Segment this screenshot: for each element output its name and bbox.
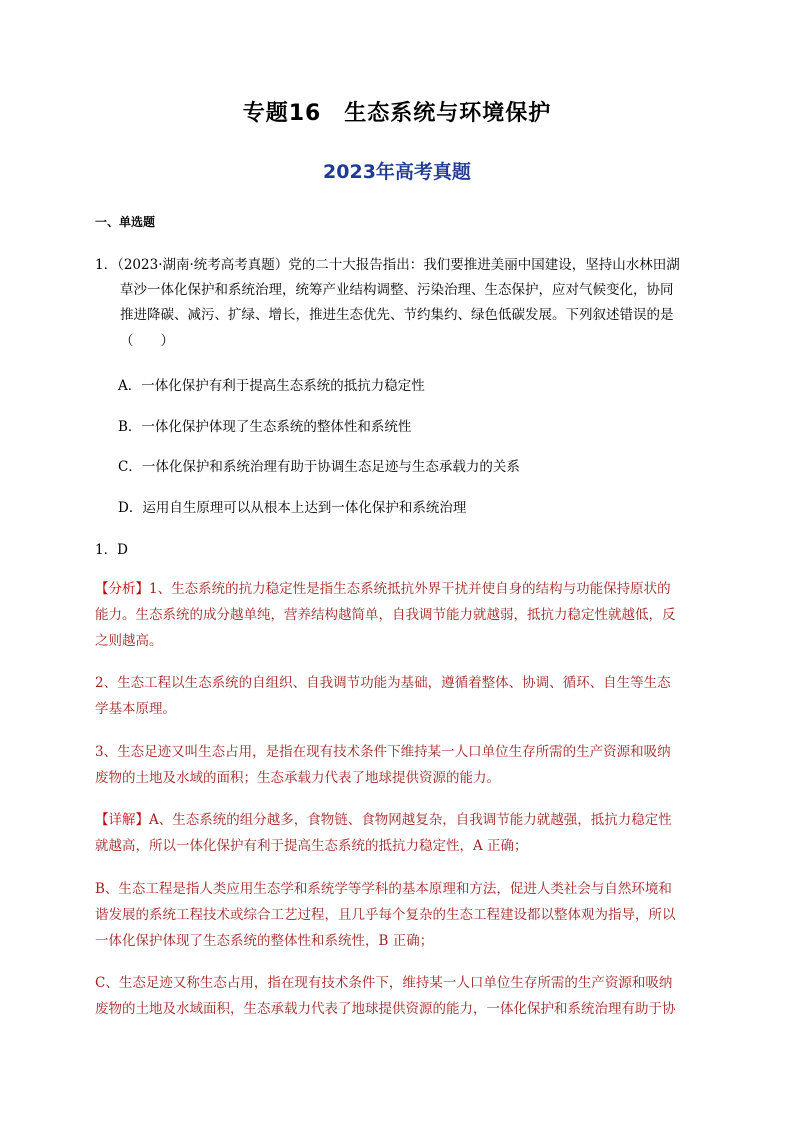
option-a: A．一体化保护有利于提高生态系统的抵抗力稳定性 (118, 378, 425, 394)
detail-line-1 (95, 808, 672, 828)
page-title: 专题16 生态系统与环境保护 (242, 101, 552, 126)
analysis-p2-l2: 学基本原理。 (95, 701, 176, 717)
question-line-3: 推进降碳、减污、扩绿、增长，推进生态优先、节约集约、绿色低碳发展。下列叙述错误的是 (120, 307, 674, 323)
analysis-p2-l1: 2、生态工程以生态系统的自组织、自我调节功能为基础，遵循着整体、协调、循环、自生等生态 (95, 675, 671, 691)
question-line-1: 1．（2023·湖南·统考高考真题）党的二十大报告指出：我们要推进美丽中国建设，坚持山水林田湖 (95, 257, 680, 273)
answer: 1．D (95, 542, 128, 558)
analysis-tag: 【分析】 (95, 581, 149, 597)
detail-tag: 【详解】 (95, 812, 149, 828)
analysis-line-1 (95, 577, 671, 597)
analysis-p3-l1: 3、生态足迹又叫生态占用，是指在现有技术条件下维持某一人口单位生存所需的生产资源和吸纳 (95, 744, 671, 760)
detail-b-l2: 谐发展的系统工程技术或综合工艺过程，且几乎每个复杂的生态工程建设都以整体观为指导，所以 (95, 907, 676, 923)
detail-c-l2: 废物的土地及水域面积，生态承载力代表了地球提供资源的能力，一体化保护和系统治理有助于协 (95, 1001, 676, 1017)
analysis-p3-l2: 废物的土地及水域的面积；生态承载力代表了地球提供资源的能力。 (95, 770, 500, 786)
option-c: C．一体化保护和系统治理有助于协调生态足迹与生态承载力的关系 (118, 459, 520, 475)
section-heading: 一、单选题 (95, 215, 156, 229)
analysis-p1-l1: 1、生态系统的抗力稳定性是指生态系统抵抗外界干扰并使自身的结构与功能保持原状的 (149, 581, 671, 597)
detail-b-l3: 一体化保护体现了生态系统的整体性和系统性，B 正确； (95, 933, 434, 949)
option-d: D．运用自生原理可以从根本上达到一体化保护和系统治理 (118, 500, 467, 516)
analysis-p1-l3: 之则越高。 (95, 633, 163, 649)
question-line-4: （ ） (120, 333, 174, 349)
detail-a-l2: 就越高，所以一体化保护有利于提高生态系统的抵抗力稳定性，A 正确； (95, 838, 528, 854)
analysis-p1-l2: 能力。生态系统的成分越单纯，营养结构越简单，自我调节能力就越弱，抵抗力稳定性就越低，反 (95, 607, 676, 623)
option-b: B．一体化保护体现了生态系统的整体性和系统性 (118, 419, 412, 435)
detail-a-l1: A、生态系统的组分越多，食物链、食物网越复杂，自我调节能力就越强，抵抗力稳定性 (149, 812, 672, 828)
detail-b-l1: B、生态工程是指人类应用生态学和系统学等学科的基本原理和方法，促进人类社会与自然环境和 (95, 881, 672, 897)
question-line-2: 草沙一体化保护和系统治理，统筹产业结构调整、污染治理、生态保护，应对气候变化，协同 (120, 282, 674, 298)
page-subtitle: 2023年高考真题 (323, 161, 471, 183)
detail-c-l1: C、生态足迹又称生态占用，指在现有技术条件下，维持某一人口单位生存所需的生产资源和吸纳 (95, 975, 673, 991)
